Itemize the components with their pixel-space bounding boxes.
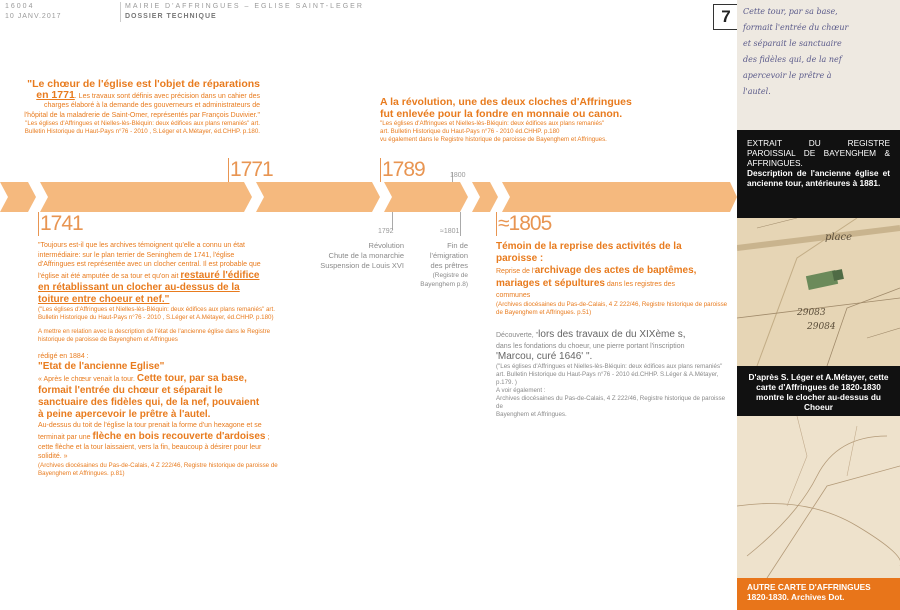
block-1741-p2: intermédiaire: sur le plan terrier de Seninghem de 1741, l'église bbox=[38, 251, 235, 259]
block-1741-highlight-2: en rétablissant un clocher au-dessus de la bbox=[38, 281, 240, 293]
block-1741-etat-title: "Etat de l'ancienne Eglise" bbox=[38, 361, 165, 372]
block-1805-decouverte-1: Découverte, " bbox=[496, 331, 539, 339]
block-1789-source-1: "Les églises d'Affringues et Nielles-lès-Bléquin: deux édifices aux plans remaniés" bbox=[380, 120, 605, 127]
emigration-label-2: l'émigration bbox=[429, 251, 468, 260]
tick-1771 bbox=[228, 158, 229, 182]
block-1741-quote-1b: Cette tour, par sa base, bbox=[136, 373, 247, 384]
block-1805-source-2: de Bayenghem et Affringues. p.51) bbox=[496, 308, 592, 316]
block-1741-p4: l'église ait été amputée de sa tour et qu'on ait bbox=[38, 272, 179, 280]
revolution-label-3: Suspension de Louis XVI bbox=[320, 261, 404, 270]
timeline bbox=[0, 182, 737, 212]
header-title: MAIRIE D'AFFRINGUES – EGLISE SAINT-LEGER bbox=[125, 3, 364, 10]
year-1771-label: 1771 bbox=[230, 158, 273, 181]
emigration-label-4: (Registre de bbox=[432, 272, 468, 279]
caption-map-1 bbox=[737, 366, 900, 416]
page-number: 7 bbox=[713, 4, 739, 30]
manuscript-line-4: des fidèles qui, de la nef bbox=[743, 55, 842, 64]
block-1741-highlight-3: toiture entre choeur et nef." bbox=[38, 293, 170, 305]
map-parcel-1: 29083 bbox=[797, 308, 826, 318]
map-parcel-2: 29084 bbox=[807, 322, 836, 332]
emigration-labels bbox=[400, 241, 468, 289]
timeline-bar bbox=[0, 182, 737, 212]
revolution-labels bbox=[300, 241, 404, 271]
block-1741-quote-8: solidité. » bbox=[38, 453, 68, 460]
block-1771-text-2: charges élaboré à la demande des gouverneurs et administrateurs de bbox=[44, 102, 260, 109]
block-1741-quote-6b: flèche en bois recouverte d'ardoises bbox=[92, 430, 266, 442]
map-1-drawing bbox=[737, 218, 900, 366]
caption-registre-description: Description de l'ancienne église et ancienne tour, antérieures à 1881. bbox=[747, 168, 890, 188]
caption-map-2 bbox=[737, 578, 900, 610]
caption-map-1-text: D'après S. Léger et A.Métayer, cette carte d'Affringues de 1820-1830 montre le clocher au-dessus du Choeur bbox=[748, 372, 889, 412]
caption-map-2-text: AUTRE CARTE D'AFFRINGUES 1820-1830. Archives Dot. bbox=[747, 582, 871, 602]
block-1741-quote-6: terminait par une bbox=[38, 433, 91, 441]
block-1741 bbox=[38, 241, 288, 478]
block-1741-quote-1: « Après le chœur venait la tour. bbox=[38, 376, 135, 383]
block-1741-quote-7: cette flèche et la tour laissaient, vers la fin, beaucoup à désirer pour leur bbox=[38, 443, 262, 451]
block-1771-source-2: Bulletin Historique du Haut-Pays n°76 - 2010 , S.Léger et A.Métayer, éd.CHHP. p.180. bbox=[24, 128, 260, 135]
map-1820-1830 bbox=[737, 218, 900, 366]
block-1805-reprise-3: communes bbox=[496, 292, 531, 299]
block-1741-p3: d'Affringues est représentée avec un clocher central. Il est probable que bbox=[38, 261, 261, 268]
revolution-label-2: Chute de la monarchie bbox=[328, 251, 404, 260]
block-1771-title: "Le chœur de l'église est l'objet de réparations bbox=[27, 78, 260, 90]
block-1805-decouverte-2: dans les fondations du choeur, une pierre portant l'inscription bbox=[496, 342, 685, 350]
header-subtitle: DOSSIER TECHNIQUE bbox=[125, 13, 217, 20]
block-1789-source-3: vu également dans le Registre historique de paroisse de Bayenghem et Affringues. bbox=[380, 136, 607, 143]
block-1805-decouverte-3: 'Marcou, curé 1646' ". bbox=[496, 351, 593, 362]
year-1741-label: 1741 bbox=[40, 212, 83, 235]
document-code: 16004 bbox=[5, 3, 35, 10]
block-1741-p1: "Toujours est-il que les archives témoignent qu'elle a connu un état bbox=[38, 242, 245, 249]
block-1805-voir-2: Archives diocésaines du Pas-de-Calais, 4 Z 222/46, Registre historique de paroisse de bbox=[496, 395, 726, 410]
block-1741-relation-2: historique de paroisse de Bayenghem et Affringues bbox=[38, 335, 178, 343]
block-1805-reprise-2b: dans les registres des bbox=[606, 281, 675, 288]
block-1789 bbox=[380, 96, 670, 144]
block-1771-text-3: l'hôpital de la maladrerie de Saint-Omer, représentés par François Duvivier." bbox=[24, 111, 260, 119]
emigration-label-3: des prêtres bbox=[430, 261, 468, 270]
block-1771-title-year: en 1771 bbox=[36, 88, 75, 101]
emigration-label-5: Bayenghem p.8) bbox=[420, 281, 468, 288]
year-1789-label: 1789 bbox=[382, 158, 425, 181]
block-1805-reprise-1b: archivage des actes de baptêmes, bbox=[534, 265, 697, 276]
manuscript-extract bbox=[737, 0, 900, 130]
block-1805-voir-3: Bayenghem et Affringues. bbox=[496, 411, 567, 418]
block-1805-source-5: p.179. ) bbox=[496, 379, 517, 386]
year-1801-label: ≈1801 bbox=[440, 228, 460, 235]
right-column bbox=[737, 0, 900, 610]
block-1805-reprise-2: mariages et sépultures bbox=[496, 278, 605, 289]
block-1741-quote-2: formait l'entrée du chœur et séparait le bbox=[38, 385, 223, 396]
manuscript-line-3: et séparait le sanctuaire bbox=[743, 39, 842, 48]
block-1771-text-1: . Les travaux sont définis avec précision dans un cahier des bbox=[74, 92, 260, 100]
year-1792-label: 1792 bbox=[378, 228, 394, 235]
manuscript-line-6: l'autel. bbox=[743, 87, 771, 96]
tick-1805 bbox=[496, 212, 497, 236]
block-1741-source-4: Bayenghem et Affringues. p.81) bbox=[38, 469, 125, 477]
map-other bbox=[737, 416, 900, 578]
revolution-label-1: Révolution bbox=[368, 241, 404, 250]
block-1741-source-3: (Archives diocésaines du Pas-de-Calais, 4 Z 222/46, Registre historique de paroisse de bbox=[38, 461, 278, 469]
block-1805-voir-1: A voir également : bbox=[496, 387, 546, 394]
block-1741-quote-6c: ; bbox=[267, 433, 270, 441]
block-1741-highlight-1: restauré l'édifice bbox=[180, 269, 260, 281]
block-1789-title-1: A la révolution, une des deux cloches d'Affringues bbox=[380, 96, 632, 108]
block-1741-quote-4: à peine apercevoir le prêtre à l'autel. bbox=[38, 409, 211, 420]
block-1805 bbox=[496, 241, 728, 419]
block-1805-source-3: ("Les églises d'Affringues et Nielles-lès-Bléquin: deux édifices aux plans remaniés" bbox=[496, 363, 723, 370]
manuscript-line-5: apercevoir le prêtre à bbox=[743, 71, 832, 80]
block-1805-title-1: Témoin de la reprise des activités de la bbox=[496, 241, 682, 252]
caption-registre bbox=[737, 130, 900, 218]
document-date: 10 JANV.2017 bbox=[5, 13, 62, 20]
manuscript-line-2: formait l'entrée du chœur bbox=[743, 23, 849, 32]
year-1800-label: 1800 bbox=[450, 172, 466, 179]
caption-registre-title: EXTRAIT DU REGISTRE PAROISSIAL DE BAYENGHEM & AFFRINGUES. bbox=[747, 138, 890, 168]
tick-1801 bbox=[460, 212, 461, 236]
block-1741-quote-3: sanctuaire des fidèles qui, de la nef, pouvaient bbox=[38, 397, 260, 408]
manuscript-line-1: Cette tour, par sa base, bbox=[743, 7, 838, 16]
block-1741-source-1: ("Les églises d'Affringues et Nielles-lès-Bléquin: deux édifices aux plans remaniés" art. bbox=[38, 305, 275, 313]
tick-1741 bbox=[38, 212, 39, 236]
block-1805-reprise-1: Reprise de l' bbox=[496, 268, 535, 275]
block-1771-source-1: "Les églises d'Affringues et Nielles-lès-Bléquin: deux édifices aux plans remaniés" art. bbox=[25, 120, 260, 127]
map-label-place: place bbox=[825, 232, 853, 243]
block-1741-redige: rédigé en 1884 : bbox=[38, 352, 89, 360]
block-1741-source-2: Bulletin Historique du Haut-Pays n°76 - 2010 , S.Léger et A.Métayer, éd.CHHP. p.180) bbox=[38, 313, 274, 321]
block-1789-title-2: fut enlevée pour la fondre en monnaie ou canon. bbox=[380, 108, 623, 120]
block-1805-source-4: art. Bulletin Historique du Haut-Pays n°76 - 2010 éd.CHHP. S.Léger & A.Métayer, bbox=[496, 371, 719, 378]
emigration-label-1: Fin de bbox=[447, 241, 468, 250]
block-1789-source-2: art. Bulletin Historique du Haut-Pays n°76 - 2010 éd.CHHP. p.180 bbox=[380, 128, 560, 135]
block-1805-title-2: paroisse : bbox=[496, 253, 544, 264]
block-1741-relation-1: A mettre en relation avec la description de l'état de l'ancienne église dans le Registre bbox=[38, 327, 271, 335]
header-divider bbox=[120, 2, 121, 22]
year-1805-label: ≈1805 bbox=[498, 212, 552, 235]
block-1741-quote-5: Au-dessus du toit de l'église la tour prenait la forme d'un hexagone et se bbox=[38, 422, 262, 429]
map-2-drawing bbox=[737, 416, 900, 578]
block-1771 bbox=[10, 80, 260, 136]
block-1805-source-1: (Archives diocésaines du Pas-de-Calais, 4 Z 222/46, Registre historique de paroisse bbox=[496, 300, 728, 308]
tick-1789 bbox=[380, 158, 381, 182]
block-1805-decouverte-1b: lors des travaux de du XIXème s, bbox=[538, 328, 686, 340]
